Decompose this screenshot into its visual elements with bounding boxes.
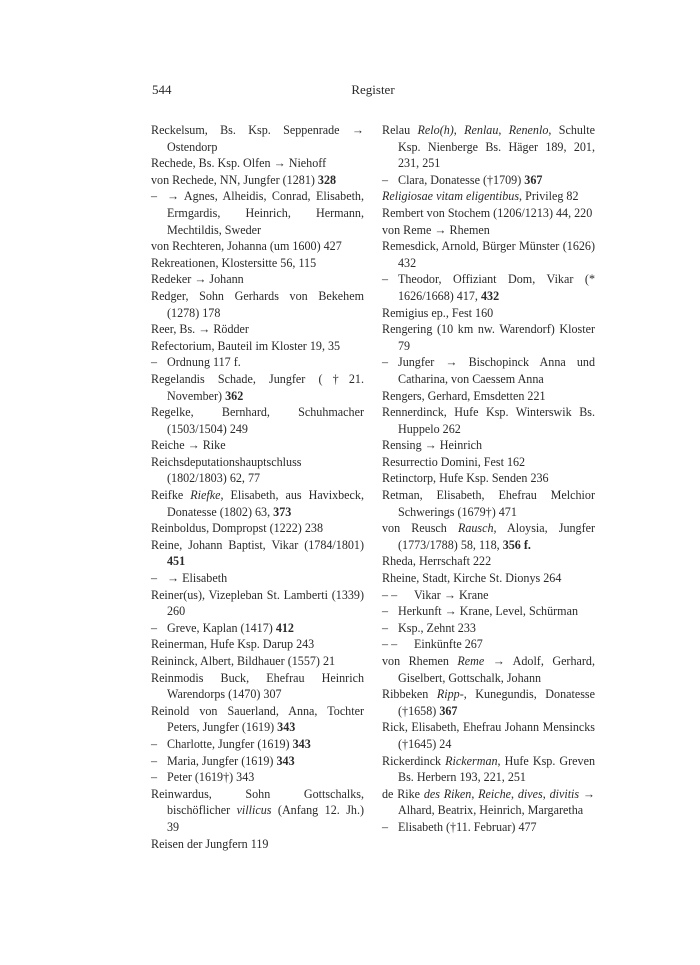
entry-text-italic: des Riken [423,786,472,801]
entry-text: Reisen der Jungfern 119 [151,836,269,851]
entry-text: Elisabeth, aus Havixbeck, Donatesse (1802) 63, [167,488,364,519]
entry-text: , [498,123,509,137]
index-entry [382,238,595,271]
index-entry [151,155,364,172]
entry-text: Rengers, Gerhard, Emsdetten 221 [382,388,546,403]
entry-text: Reiche → Rike [151,438,226,453]
entry-text: Vikar → Krane [414,587,489,602]
index-entry [382,404,595,437]
index-entry [382,172,595,189]
entry-text-italic: Reme [457,654,485,668]
entry-text: Rennerdinck, Hufe Ksp. Winterswik Bs. Huppelo 262 [382,405,595,436]
index-entry [382,321,595,354]
entry-text: Resurrectio Domini, Fest 162 [382,454,526,469]
entry-text: , [453,123,465,137]
entry-text: von Rhemen [382,654,458,668]
entry-dash: – [382,272,389,287]
entry-text: Rick, Elisabeth, Ehefrau Johann Mensincks (†1645) 24 [382,720,595,751]
running-title: Register [351,82,395,97]
index-entry [382,620,595,637]
index-entry [382,587,595,604]
index-entry [151,653,364,670]
entry-text: Refectorium, Bauteil im Kloster 19, 35 [151,338,341,353]
entry-dash: – – [382,637,398,652]
entry-page-ref-bold: 432 [480,288,500,303]
index-entry [151,736,364,753]
index-entry [382,454,595,471]
index-entry [151,786,364,836]
entry-text: Reininck, Albert, Bildhauer (1557) 21 [151,654,336,668]
index-entry [382,719,595,752]
index-entry [151,122,364,155]
entry-text: Rheda, Herrschaft 222 [382,554,492,569]
entry-page-ref-bold: 451 [167,554,186,569]
index-entry [151,487,364,520]
entry-dash: – [382,172,389,187]
index-entry [151,703,364,736]
entry-text: Redger, Sohn Gerhards von Bekehem (1278) 178 [151,288,364,320]
entry-dash: – – [382,587,398,602]
entry-text-italic: Religiosae vitam eligentibus [382,189,520,204]
entry-text: Theodor, Offiziant Dom, Vikar (* 1626/1668) 417, [398,272,595,303]
entry-page-ref-bold: 356 f. [502,537,531,552]
index-entry [151,836,364,853]
index-entry [382,437,595,454]
index-entry [151,670,364,703]
entry-text: Reichsdeputationshauptschluss (1802/1803) 62, 77 [151,454,302,486]
entry-text: , Schulte Ksp. Nienberge Bs. Häger 189, 201, 231, 251 [398,123,595,171]
index-entry [151,255,364,272]
index-entry [151,354,364,371]
index-entry [151,587,364,620]
entry-text: → Adolf, Gerhard, Giselbert, Gottschalk, Johann [398,654,595,685]
index-entry [382,271,595,304]
entry-text: von Reme → Rhemen [382,222,490,237]
entry-text-italic: Ripp- [436,687,464,702]
entry-text: Ribbeken [382,687,437,702]
entry-text-italic: Rausch, [457,521,497,536]
entry-text: Rengering (10 km nw. Warendorf) Kloster 79 [382,322,595,353]
index-entry [151,520,364,537]
entry-text: Elisabeth (†11. Februar) 477 [398,819,537,834]
index-entry [382,653,595,686]
entry-text: Reer, Bs. → Rödder [151,322,249,337]
entry-text: → Agnes, Alheidis, Conrad, Elisabeth, Ermgardis, Heinrich, Hermann, Mechtildis, Sweder [167,189,364,237]
entry-text: von Rechede, NN, Jungfer (1281) [151,172,318,187]
entry-text: Ksp., Zehnt 233 [398,620,476,635]
entry-dash: – [151,355,158,370]
index-entry [382,354,595,387]
entry-page-ref-bold: 367 [524,172,543,187]
entry-text: , [511,786,518,801]
entry-text: Rickerdinck [382,753,446,768]
index-entry [382,388,595,405]
entry-dash: – [151,753,158,768]
entry-dash: – [382,355,389,370]
entry-page-ref-bold: 367 [439,703,458,718]
entry-page-ref-bold: 328 [317,172,337,187]
index-entry [382,686,595,719]
index-entry [382,487,595,520]
entry-text-italic: divitis [549,786,580,801]
entry-text-italic: Renlau [464,123,499,137]
index-entry [382,819,595,836]
entry-text: Rechede, Bs. Ksp. Olfen → Niehoff [151,156,327,171]
entry-text: Regelandis Schade, Jungfer (†21. November) [151,371,364,403]
entry-text: → Elisabeth [167,571,228,586]
index-entry [151,404,364,437]
index-entry [151,321,364,338]
index-entry [382,636,595,653]
entry-text: Clara, Donatesse (†1709) [398,172,525,187]
index-entry [151,271,364,288]
entry-page-ref-bold: 343 [276,753,295,768]
index-entry [382,470,595,487]
entry-text: , Kunegundis, Donatesse (†1658) [398,687,595,718]
entry-text: Ordnung 117 f. [167,355,241,370]
entry-text-italic: Reiche [478,786,512,801]
entry-text: Peter (1619†) 343 [167,770,255,785]
entry-text: Jungfer → Bischopinck Anna und Catharina, von Caessem Anna [398,355,595,386]
entry-text: de Rike [382,786,424,801]
index-entry [151,437,364,454]
page-number: 544 [152,82,172,97]
entry-text: Aloysia, Jungfer (1773/1788) 58, 118, [398,521,596,552]
entry-text-italic: Rickerman [445,753,498,768]
entry-dash: – [382,819,389,834]
entry-page-ref-bold: 343 [292,736,311,751]
entry-text: Rembert von Stochem (1206/1213) 44, 220 [382,205,593,220]
entry-dash: – [151,736,158,751]
entry-text: , [542,786,550,801]
entry-text: Remesdick, Arnold, Bürger Münster (1626) 432 [382,239,595,270]
index-entry [382,753,595,786]
entry-dash: – [151,770,158,785]
entry-text: Rheine, Stadt, Kirche St. Dionys 264 [382,571,562,586]
entry-page-ref-bold: 373 [273,504,292,519]
entry-text: (Anfang 12. Jh.) 39 [167,803,364,834]
index-entry [382,553,595,570]
index-entry [151,371,364,404]
entry-text: von Reusch [382,521,458,536]
entry-text: Redeker → Johann [151,272,244,287]
index-entry [151,769,364,786]
index-entry [151,454,364,487]
index-entry [151,238,364,255]
entry-dash: – [151,189,158,204]
entry-text: Maria, Jungfer (1619) [167,753,277,768]
entry-text: Reinboldus, Dompropst (1222) 238 [151,521,323,536]
entry-text: Einkünfte 267 [414,637,483,652]
entry-text: Regelke, Bernhard, Schuhmacher (1503/1504) 249 [151,405,364,436]
entry-text: Greve, Kaplan (1417) [167,620,276,635]
entry-text: Reine, Johann Baptist, Vikar (1784/1801) [151,537,364,552]
index-entry [151,338,364,355]
entry-dash: – [151,620,158,635]
entry-dash: – [382,620,389,635]
entry-text-italic: Renenlo [508,123,549,137]
index-entry [382,205,595,222]
entry-text: Remigius ep., Fest 160 [382,305,494,320]
index-entry [382,222,595,239]
entry-text: von Rechteren, Johanna (um 1600) 427 [151,239,342,254]
index-column-left [151,122,364,852]
entry-page-ref-bold: 343 [277,720,296,735]
entry-text: Relau [382,123,418,137]
index-entry [382,188,595,205]
index-entry [382,122,595,172]
entry-text: Reinold von Sauerland, Anna, Tochter Peters, Jungfer (1619) [151,703,364,735]
entry-text-italic: Relo(h) [417,123,454,137]
entry-text-italic: Riefke, [190,488,224,503]
index-entry [151,570,364,587]
index-entry [151,188,364,238]
entry-text-italic: dives [517,786,543,801]
index-entry [382,305,595,322]
index-entry [382,786,595,819]
index-entry [151,620,364,637]
index-entry [151,172,364,189]
entry-text: Reinerman, Hufe Ksp. Darup 243 [151,637,315,652]
entry-text: Retman, Elisabeth, Ehefrau Melchior Schwerings (1679†) 471 [382,488,595,519]
page-header [152,82,594,102]
entry-text: Rekreationen, Klostersitte 56, 115 [151,255,317,270]
index-entry [382,603,595,620]
index-entry [151,288,364,321]
entry-text: Reinmodis Buck, Ehefrau Heinrich Warendorps (1470) 307 [151,670,364,702]
index-column-right [382,122,595,836]
entry-text: Reiner(us), Vizepleban St. Lamberti (1339) 260 [151,587,364,619]
index-entry [151,537,364,570]
entry-text: Charlotte, Jungfer (1619) [167,736,293,751]
index-entry [382,520,595,553]
index-entry [382,570,595,587]
entry-dash: – [151,571,158,586]
entry-page-ref-bold: 362 [225,388,244,403]
entry-page-ref-bold: 412 [275,620,294,635]
entry-text-italic: villicus [236,803,272,818]
entry-dash: – [382,604,389,619]
entry-text: → Alhard, Beatrix, Heinrich, Margaretha [398,786,596,818]
entry-text: Herkunft → Krane, Level, Schürman [398,604,579,619]
index-entry [151,636,364,653]
entry-text: Retinctorp, Hufe Ksp. Senden 236 [382,471,549,486]
entry-text: , [471,786,479,801]
index-entry [151,753,364,770]
entry-text: Reifke [151,488,191,503]
entry-text: Reckelsum, Bs. Ksp. Seppenrade → Ostendorp [151,123,364,154]
entry-text: , Privileg 82 [519,189,579,204]
entry-text: , Hufe Ksp. Greven Bs. Herbern 193, 221, 251 [398,753,595,785]
entry-text: Rensing → Heinrich [382,438,483,453]
entry-text: Reinwardus, Sohn Gottschalks, bischöflicher [151,786,364,818]
